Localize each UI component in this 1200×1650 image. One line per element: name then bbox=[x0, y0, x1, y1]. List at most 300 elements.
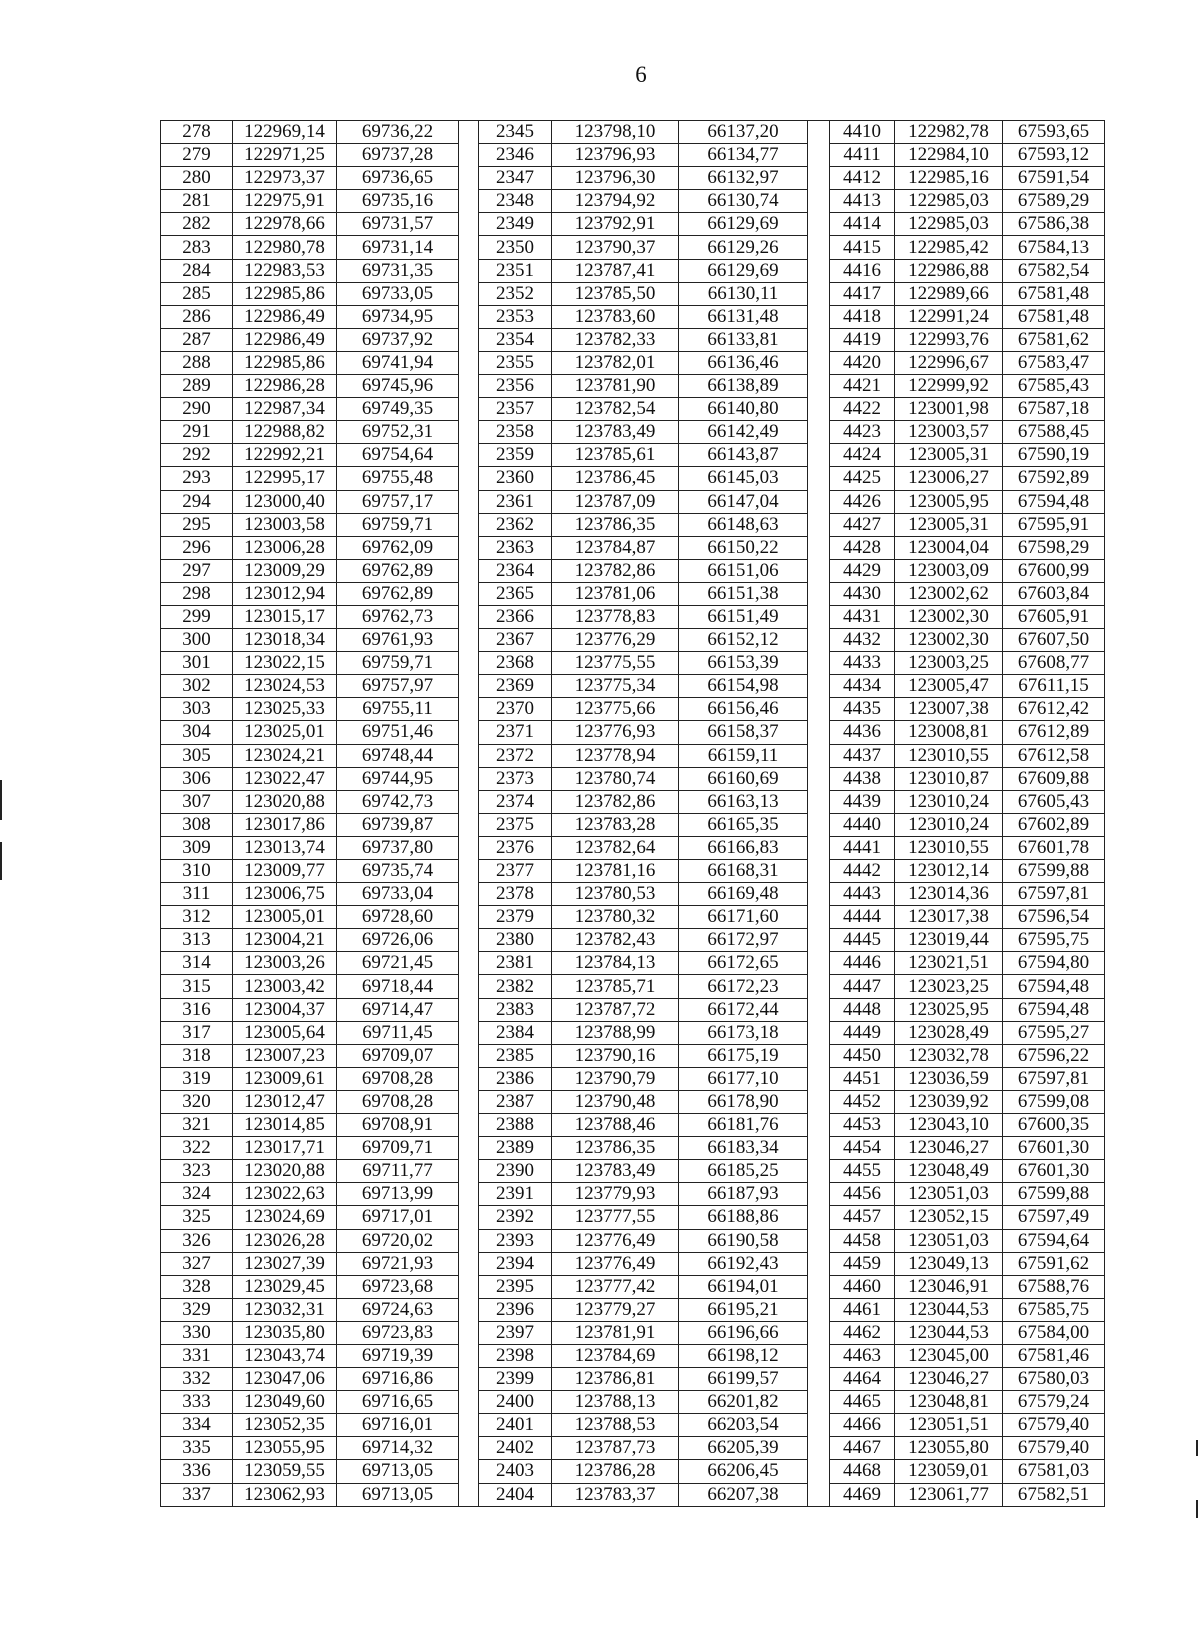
table-row bbox=[161, 421, 1105, 444]
gap-cell bbox=[459, 675, 479, 698]
y-coordinate-cell: 66177,10 bbox=[679, 1067, 808, 1090]
gap-cell bbox=[459, 929, 479, 952]
x-coordinate-cell: 123790,16 bbox=[552, 1044, 679, 1067]
y-coordinate-cell: 67600,35 bbox=[1003, 1114, 1105, 1137]
x-coordinate-cell: 122975,91 bbox=[233, 190, 337, 213]
y-coordinate-cell: 66172,65 bbox=[679, 952, 808, 975]
y-coordinate-cell: 67612,42 bbox=[1003, 698, 1105, 721]
x-coordinate-cell: 122985,42 bbox=[895, 236, 1003, 259]
x-coordinate-cell: 123005,95 bbox=[895, 490, 1003, 513]
y-coordinate-cell: 66188,86 bbox=[679, 1206, 808, 1229]
point-number-cell: 331 bbox=[161, 1344, 233, 1367]
x-coordinate-cell: 122987,34 bbox=[233, 398, 337, 421]
x-coordinate-cell: 122984,10 bbox=[895, 144, 1003, 167]
x-coordinate-cell: 123008,81 bbox=[895, 721, 1003, 744]
x-coordinate-cell: 123002,62 bbox=[895, 582, 1003, 605]
y-coordinate-cell: 66187,93 bbox=[679, 1183, 808, 1206]
x-coordinate-cell: 123059,01 bbox=[895, 1460, 1003, 1483]
y-coordinate-cell: 66159,11 bbox=[679, 744, 808, 767]
y-coordinate-cell: 69762,09 bbox=[337, 536, 459, 559]
y-coordinate-cell: 69733,04 bbox=[337, 883, 459, 906]
y-coordinate-cell: 69723,83 bbox=[337, 1321, 459, 1344]
x-coordinate-cell: 123014,85 bbox=[233, 1114, 337, 1137]
point-number-cell: 317 bbox=[161, 1021, 233, 1044]
point-number-cell: 4451 bbox=[830, 1067, 895, 1090]
table-row bbox=[161, 860, 1105, 883]
x-coordinate-cell: 122973,37 bbox=[233, 167, 337, 190]
point-number-cell: 2366 bbox=[479, 605, 552, 628]
point-number-cell: 2360 bbox=[479, 467, 552, 490]
x-coordinate-cell: 122969,14 bbox=[233, 121, 337, 144]
gap-cell bbox=[459, 282, 479, 305]
point-number-cell: 279 bbox=[161, 144, 233, 167]
x-coordinate-cell: 123017,38 bbox=[895, 906, 1003, 929]
x-coordinate-cell: 123027,39 bbox=[233, 1252, 337, 1275]
point-number-cell: 2370 bbox=[479, 698, 552, 721]
x-coordinate-cell: 123783,28 bbox=[552, 813, 679, 836]
gap-cell bbox=[459, 605, 479, 628]
y-coordinate-cell: 67595,75 bbox=[1003, 929, 1105, 952]
gap-cell bbox=[459, 1044, 479, 1067]
point-number-cell: 2396 bbox=[479, 1298, 552, 1321]
point-number-cell: 2381 bbox=[479, 952, 552, 975]
point-number-cell: 294 bbox=[161, 490, 233, 513]
x-coordinate-cell: 123022,47 bbox=[233, 767, 337, 790]
y-coordinate-cell: 66195,21 bbox=[679, 1298, 808, 1321]
gap-cell bbox=[808, 236, 830, 259]
y-coordinate-cell: 69711,77 bbox=[337, 1160, 459, 1183]
gap-cell bbox=[459, 629, 479, 652]
coordinates-table bbox=[160, 120, 1105, 1507]
point-number-cell: 285 bbox=[161, 282, 233, 305]
y-coordinate-cell: 67597,49 bbox=[1003, 1206, 1105, 1229]
gap-cell bbox=[808, 1206, 830, 1229]
x-coordinate-cell: 123035,80 bbox=[233, 1321, 337, 1344]
gap-cell bbox=[808, 305, 830, 328]
y-coordinate-cell: 69708,91 bbox=[337, 1114, 459, 1137]
gap-cell bbox=[808, 1137, 830, 1160]
x-coordinate-cell: 123046,27 bbox=[895, 1137, 1003, 1160]
point-number-cell: 293 bbox=[161, 467, 233, 490]
point-number-cell: 2374 bbox=[479, 790, 552, 813]
y-coordinate-cell: 69709,71 bbox=[337, 1137, 459, 1160]
table-row bbox=[161, 1183, 1105, 1206]
x-coordinate-cell: 123025,95 bbox=[895, 998, 1003, 1021]
x-coordinate-cell: 123055,95 bbox=[233, 1437, 337, 1460]
gap-cell bbox=[459, 721, 479, 744]
y-coordinate-cell: 66166,83 bbox=[679, 836, 808, 859]
y-coordinate-cell: 66136,46 bbox=[679, 351, 808, 374]
gap-cell bbox=[808, 1044, 830, 1067]
y-coordinate-cell: 67593,12 bbox=[1003, 144, 1105, 167]
gap-cell bbox=[808, 1090, 830, 1113]
x-coordinate-cell: 123045,00 bbox=[895, 1344, 1003, 1367]
table-row bbox=[161, 929, 1105, 952]
x-coordinate-cell: 123783,37 bbox=[552, 1483, 679, 1506]
table-row bbox=[161, 1414, 1105, 1437]
y-coordinate-cell: 66131,48 bbox=[679, 305, 808, 328]
y-coordinate-cell: 69723,68 bbox=[337, 1275, 459, 1298]
x-coordinate-cell: 123005,47 bbox=[895, 675, 1003, 698]
gap-cell bbox=[459, 790, 479, 813]
x-coordinate-cell: 122988,82 bbox=[233, 421, 337, 444]
x-coordinate-cell: 123055,80 bbox=[895, 1437, 1003, 1460]
gap-cell bbox=[459, 1298, 479, 1321]
y-coordinate-cell: 69752,31 bbox=[337, 421, 459, 444]
y-coordinate-cell: 69718,44 bbox=[337, 975, 459, 998]
point-number-cell: 292 bbox=[161, 444, 233, 467]
x-coordinate-cell: 123012,14 bbox=[895, 860, 1003, 883]
gap-cell bbox=[459, 952, 479, 975]
table-row bbox=[161, 836, 1105, 859]
point-number-cell: 4432 bbox=[830, 629, 895, 652]
x-coordinate-cell: 123006,75 bbox=[233, 883, 337, 906]
gap-cell bbox=[459, 860, 479, 883]
y-coordinate-cell: 66201,82 bbox=[679, 1391, 808, 1414]
y-coordinate-cell: 67596,22 bbox=[1003, 1044, 1105, 1067]
gap-cell bbox=[808, 190, 830, 213]
x-coordinate-cell: 123006,27 bbox=[895, 467, 1003, 490]
point-number-cell: 283 bbox=[161, 236, 233, 259]
y-coordinate-cell: 66129,69 bbox=[679, 213, 808, 236]
point-number-cell: 2383 bbox=[479, 998, 552, 1021]
x-coordinate-cell: 123003,42 bbox=[233, 975, 337, 998]
y-coordinate-cell: 69749,35 bbox=[337, 398, 459, 421]
point-number-cell: 2400 bbox=[479, 1391, 552, 1414]
gap-cell bbox=[459, 1137, 479, 1160]
gap-cell bbox=[459, 698, 479, 721]
y-coordinate-cell: 69731,57 bbox=[337, 213, 459, 236]
y-coordinate-cell: 67599,08 bbox=[1003, 1090, 1105, 1113]
x-coordinate-cell: 122992,21 bbox=[233, 444, 337, 467]
x-coordinate-cell: 123782,64 bbox=[552, 836, 679, 859]
x-coordinate-cell: 123046,27 bbox=[895, 1368, 1003, 1391]
table-row bbox=[161, 582, 1105, 605]
gap-cell bbox=[808, 582, 830, 605]
y-coordinate-cell: 67590,19 bbox=[1003, 444, 1105, 467]
point-number-cell: 2362 bbox=[479, 513, 552, 536]
gap-cell bbox=[808, 1298, 830, 1321]
gap-cell bbox=[808, 652, 830, 675]
x-coordinate-cell: 123025,33 bbox=[233, 698, 337, 721]
point-number-cell: 4416 bbox=[830, 259, 895, 282]
point-number-cell: 311 bbox=[161, 883, 233, 906]
table-row bbox=[161, 1067, 1105, 1090]
x-coordinate-cell: 123784,87 bbox=[552, 536, 679, 559]
point-number-cell: 2351 bbox=[479, 259, 552, 282]
gap-cell bbox=[459, 1090, 479, 1113]
x-coordinate-cell: 123044,53 bbox=[895, 1298, 1003, 1321]
x-coordinate-cell: 123796,30 bbox=[552, 167, 679, 190]
x-coordinate-cell: 123782,01 bbox=[552, 351, 679, 374]
table-row bbox=[161, 328, 1105, 351]
y-coordinate-cell: 69739,87 bbox=[337, 813, 459, 836]
point-number-cell: 2398 bbox=[479, 1344, 552, 1367]
table-row bbox=[161, 1137, 1105, 1160]
right-margin-mark-1 bbox=[1196, 1440, 1198, 1456]
gap-cell bbox=[808, 1483, 830, 1506]
point-number-cell: 2358 bbox=[479, 421, 552, 444]
y-coordinate-cell: 66143,87 bbox=[679, 444, 808, 467]
x-coordinate-cell: 123778,94 bbox=[552, 744, 679, 767]
gap-cell bbox=[808, 998, 830, 1021]
point-number-cell: 2345 bbox=[479, 121, 552, 144]
y-coordinate-cell: 69711,45 bbox=[337, 1021, 459, 1044]
table-row bbox=[161, 790, 1105, 813]
point-number-cell: 2352 bbox=[479, 282, 552, 305]
x-coordinate-cell: 123775,55 bbox=[552, 652, 679, 675]
x-coordinate-cell: 123026,28 bbox=[233, 1229, 337, 1252]
gap-cell bbox=[459, 652, 479, 675]
y-coordinate-cell: 66152,12 bbox=[679, 629, 808, 652]
y-coordinate-cell: 69714,47 bbox=[337, 998, 459, 1021]
point-number-cell: 313 bbox=[161, 929, 233, 952]
y-coordinate-cell: 67605,43 bbox=[1003, 790, 1105, 813]
y-coordinate-cell: 67594,48 bbox=[1003, 998, 1105, 1021]
x-coordinate-cell: 122995,17 bbox=[233, 467, 337, 490]
y-coordinate-cell: 66205,39 bbox=[679, 1437, 808, 1460]
table-row bbox=[161, 906, 1105, 929]
table-row bbox=[161, 605, 1105, 628]
point-number-cell: 2356 bbox=[479, 375, 552, 398]
point-number-cell: 4431 bbox=[830, 605, 895, 628]
point-number-cell: 2377 bbox=[479, 860, 552, 883]
y-coordinate-cell: 66145,03 bbox=[679, 467, 808, 490]
x-coordinate-cell: 123005,64 bbox=[233, 1021, 337, 1044]
y-coordinate-cell: 69762,89 bbox=[337, 582, 459, 605]
point-number-cell: 315 bbox=[161, 975, 233, 998]
point-number-cell: 4410 bbox=[830, 121, 895, 144]
x-coordinate-cell: 123022,15 bbox=[233, 652, 337, 675]
point-number-cell: 297 bbox=[161, 559, 233, 582]
gap-cell bbox=[808, 444, 830, 467]
x-coordinate-cell: 123051,51 bbox=[895, 1414, 1003, 1437]
x-coordinate-cell: 123043,74 bbox=[233, 1344, 337, 1367]
point-number-cell: 2368 bbox=[479, 652, 552, 675]
y-coordinate-cell: 67581,62 bbox=[1003, 328, 1105, 351]
y-coordinate-cell: 66151,06 bbox=[679, 559, 808, 582]
point-number-cell: 329 bbox=[161, 1298, 233, 1321]
gap-cell bbox=[808, 1460, 830, 1483]
gap-cell bbox=[459, 375, 479, 398]
point-number-cell: 2392 bbox=[479, 1206, 552, 1229]
y-coordinate-cell: 66130,74 bbox=[679, 190, 808, 213]
gap-cell bbox=[808, 490, 830, 513]
y-coordinate-cell: 66198,12 bbox=[679, 1344, 808, 1367]
y-coordinate-cell: 66168,31 bbox=[679, 860, 808, 883]
gap-cell bbox=[808, 1229, 830, 1252]
y-coordinate-cell: 69741,94 bbox=[337, 351, 459, 374]
x-coordinate-cell: 123024,53 bbox=[233, 675, 337, 698]
table-row bbox=[161, 767, 1105, 790]
gap-cell bbox=[459, 467, 479, 490]
x-coordinate-cell: 123010,24 bbox=[895, 813, 1003, 836]
x-coordinate-cell: 123009,77 bbox=[233, 860, 337, 883]
gap-cell bbox=[808, 952, 830, 975]
x-coordinate-cell: 123048,81 bbox=[895, 1391, 1003, 1414]
point-number-cell: 2393 bbox=[479, 1229, 552, 1252]
y-coordinate-cell: 69726,06 bbox=[337, 929, 459, 952]
left-margin-mark-2 bbox=[0, 842, 2, 880]
x-coordinate-cell: 123775,66 bbox=[552, 698, 679, 721]
y-coordinate-cell: 67601,30 bbox=[1003, 1137, 1105, 1160]
gap-cell bbox=[459, 536, 479, 559]
x-coordinate-cell: 123796,93 bbox=[552, 144, 679, 167]
point-number-cell: 2397 bbox=[479, 1321, 552, 1344]
gap-cell bbox=[808, 559, 830, 582]
y-coordinate-cell: 67601,78 bbox=[1003, 836, 1105, 859]
point-number-cell: 4415 bbox=[830, 236, 895, 259]
y-coordinate-cell: 67602,89 bbox=[1003, 813, 1105, 836]
x-coordinate-cell: 123048,49 bbox=[895, 1160, 1003, 1183]
x-coordinate-cell: 123777,55 bbox=[552, 1206, 679, 1229]
y-coordinate-cell: 69734,95 bbox=[337, 305, 459, 328]
y-coordinate-cell: 69736,65 bbox=[337, 167, 459, 190]
x-coordinate-cell: 123779,27 bbox=[552, 1298, 679, 1321]
y-coordinate-cell: 67588,45 bbox=[1003, 421, 1105, 444]
y-coordinate-cell: 66147,04 bbox=[679, 490, 808, 513]
gap-cell bbox=[808, 259, 830, 282]
table-row bbox=[161, 698, 1105, 721]
point-number-cell: 2361 bbox=[479, 490, 552, 513]
x-coordinate-cell: 123782,54 bbox=[552, 398, 679, 421]
gap-cell bbox=[459, 1344, 479, 1367]
y-coordinate-cell: 66203,54 bbox=[679, 1414, 808, 1437]
gap-cell bbox=[459, 444, 479, 467]
gap-cell bbox=[808, 860, 830, 883]
x-coordinate-cell: 123024,69 bbox=[233, 1206, 337, 1229]
point-number-cell: 4411 bbox=[830, 144, 895, 167]
x-coordinate-cell: 123039,92 bbox=[895, 1090, 1003, 1113]
point-number-cell: 2404 bbox=[479, 1483, 552, 1506]
y-coordinate-cell: 66148,63 bbox=[679, 513, 808, 536]
point-number-cell: 305 bbox=[161, 744, 233, 767]
y-coordinate-cell: 69744,95 bbox=[337, 767, 459, 790]
point-number-cell: 333 bbox=[161, 1391, 233, 1414]
y-coordinate-cell: 69713,99 bbox=[337, 1183, 459, 1206]
gap-cell bbox=[459, 582, 479, 605]
point-number-cell: 4433 bbox=[830, 652, 895, 675]
point-number-cell: 4456 bbox=[830, 1183, 895, 1206]
gap-cell bbox=[808, 744, 830, 767]
x-coordinate-cell: 123032,31 bbox=[233, 1298, 337, 1321]
x-coordinate-cell: 123776,29 bbox=[552, 629, 679, 652]
y-coordinate-cell: 67612,58 bbox=[1003, 744, 1105, 767]
y-coordinate-cell: 66142,49 bbox=[679, 421, 808, 444]
y-coordinate-cell: 67598,29 bbox=[1003, 536, 1105, 559]
y-coordinate-cell: 66172,44 bbox=[679, 998, 808, 1021]
x-coordinate-cell: 123022,63 bbox=[233, 1183, 337, 1206]
y-coordinate-cell: 67582,54 bbox=[1003, 259, 1105, 282]
y-coordinate-cell: 66172,23 bbox=[679, 975, 808, 998]
gap-cell bbox=[459, 421, 479, 444]
gap-cell bbox=[808, 282, 830, 305]
x-coordinate-cell: 123781,16 bbox=[552, 860, 679, 883]
x-coordinate-cell: 123061,77 bbox=[895, 1483, 1003, 1506]
table-row bbox=[161, 282, 1105, 305]
gap-cell bbox=[808, 1391, 830, 1414]
point-number-cell: 4452 bbox=[830, 1090, 895, 1113]
x-coordinate-cell: 122985,86 bbox=[233, 282, 337, 305]
gap-cell bbox=[808, 1321, 830, 1344]
gap-cell bbox=[459, 1414, 479, 1437]
point-number-cell: 2399 bbox=[479, 1368, 552, 1391]
point-number-cell: 337 bbox=[161, 1483, 233, 1506]
y-coordinate-cell: 67594,80 bbox=[1003, 952, 1105, 975]
x-coordinate-cell: 123790,37 bbox=[552, 236, 679, 259]
y-coordinate-cell: 67601,30 bbox=[1003, 1160, 1105, 1183]
x-coordinate-cell: 122985,03 bbox=[895, 190, 1003, 213]
x-coordinate-cell: 123007,38 bbox=[895, 698, 1003, 721]
table-row bbox=[161, 467, 1105, 490]
y-coordinate-cell: 66129,69 bbox=[679, 259, 808, 282]
y-coordinate-cell: 66132,97 bbox=[679, 167, 808, 190]
point-number-cell: 281 bbox=[161, 190, 233, 213]
gap-cell bbox=[808, 1252, 830, 1275]
x-coordinate-cell: 123787,09 bbox=[552, 490, 679, 513]
table-row bbox=[161, 398, 1105, 421]
x-coordinate-cell: 123786,45 bbox=[552, 467, 679, 490]
table-row bbox=[161, 1044, 1105, 1067]
y-coordinate-cell: 66130,11 bbox=[679, 282, 808, 305]
table-row bbox=[161, 629, 1105, 652]
point-number-cell: 4429 bbox=[830, 559, 895, 582]
x-coordinate-cell: 123049,13 bbox=[895, 1252, 1003, 1275]
y-coordinate-cell: 69745,96 bbox=[337, 375, 459, 398]
point-number-cell: 4448 bbox=[830, 998, 895, 1021]
table-row bbox=[161, 305, 1105, 328]
point-number-cell: 284 bbox=[161, 259, 233, 282]
gap-cell bbox=[808, 629, 830, 652]
y-coordinate-cell: 66171,60 bbox=[679, 906, 808, 929]
gap-cell bbox=[808, 721, 830, 744]
gap-cell bbox=[459, 213, 479, 236]
point-number-cell: 2367 bbox=[479, 629, 552, 652]
point-number-cell: 4462 bbox=[830, 1321, 895, 1344]
x-coordinate-cell: 123781,06 bbox=[552, 582, 679, 605]
table-row bbox=[161, 444, 1105, 467]
x-coordinate-cell: 123000,40 bbox=[233, 490, 337, 513]
gap-cell bbox=[459, 813, 479, 836]
x-coordinate-cell: 123782,86 bbox=[552, 790, 679, 813]
point-number-cell: 282 bbox=[161, 213, 233, 236]
y-coordinate-cell: 69754,64 bbox=[337, 444, 459, 467]
x-coordinate-cell: 123051,03 bbox=[895, 1183, 1003, 1206]
point-number-cell: 4443 bbox=[830, 883, 895, 906]
point-number-cell: 321 bbox=[161, 1114, 233, 1137]
gap-cell bbox=[459, 1183, 479, 1206]
table-row bbox=[161, 1321, 1105, 1344]
gap-cell bbox=[459, 906, 479, 929]
y-coordinate-cell: 66192,43 bbox=[679, 1252, 808, 1275]
y-coordinate-cell: 69737,80 bbox=[337, 836, 459, 859]
table-row bbox=[161, 513, 1105, 536]
point-number-cell: 280 bbox=[161, 167, 233, 190]
table-row bbox=[161, 652, 1105, 675]
gap-cell bbox=[808, 351, 830, 374]
point-number-cell: 335 bbox=[161, 1437, 233, 1460]
point-number-cell: 2387 bbox=[479, 1090, 552, 1113]
point-number-cell: 2388 bbox=[479, 1114, 552, 1137]
x-coordinate-cell: 123012,47 bbox=[233, 1090, 337, 1113]
gap-cell bbox=[808, 698, 830, 721]
x-coordinate-cell: 123005,31 bbox=[895, 513, 1003, 536]
y-coordinate-cell: 67585,75 bbox=[1003, 1298, 1105, 1321]
x-coordinate-cell: 123004,37 bbox=[233, 998, 337, 1021]
x-coordinate-cell: 123003,58 bbox=[233, 513, 337, 536]
point-number-cell: 2373 bbox=[479, 767, 552, 790]
table-row bbox=[161, 1368, 1105, 1391]
